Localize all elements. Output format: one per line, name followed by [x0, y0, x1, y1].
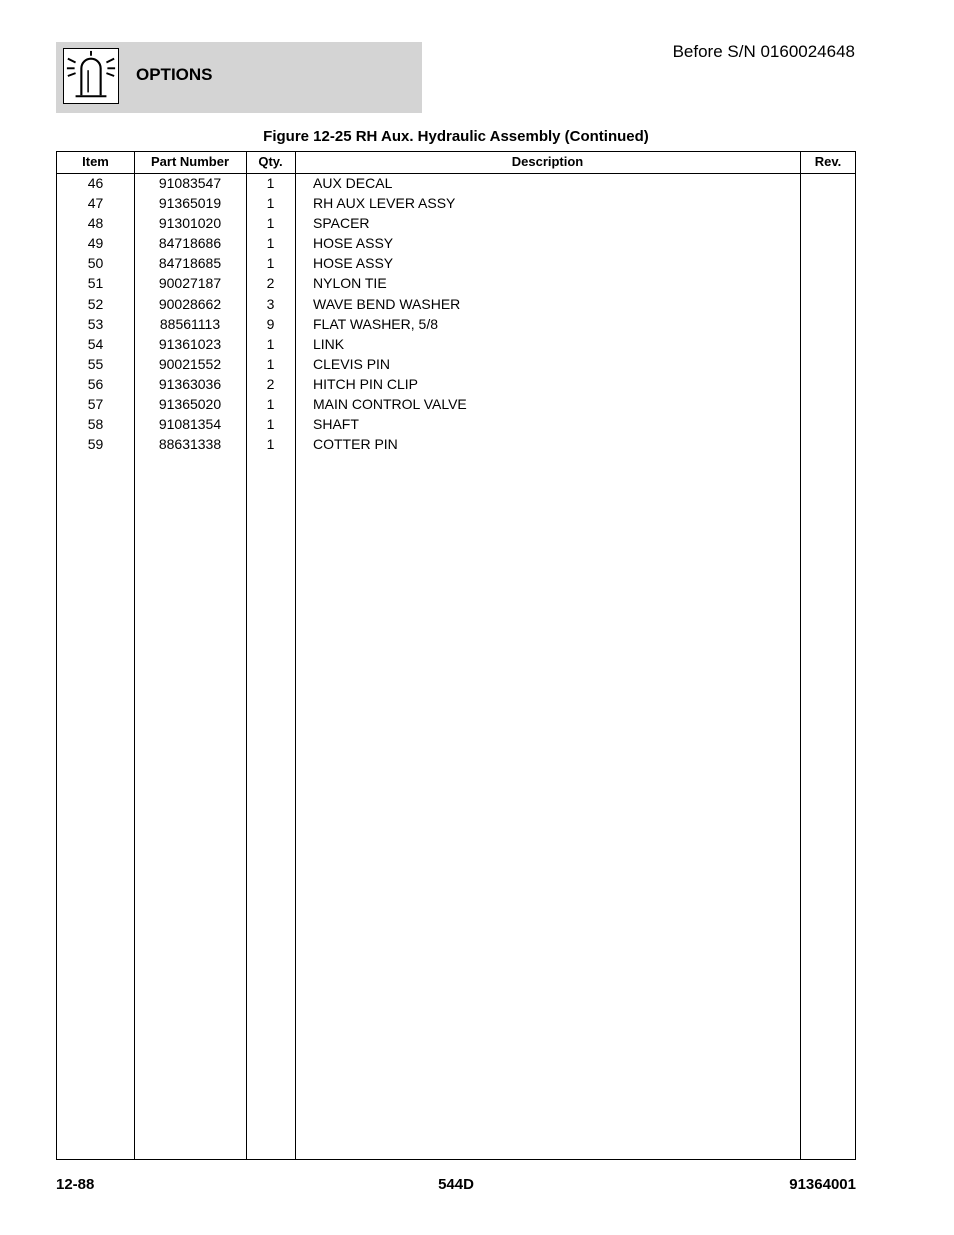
table-row [57, 434, 855, 454]
table-row [57, 253, 855, 273]
qty-cell: 1 [266, 436, 275, 453]
qty-cell: 1 [266, 175, 275, 191]
part-number-cell: 84718686 [158, 235, 222, 252]
table-row [57, 414, 855, 434]
serial-number-note: Before S/N 0160024648 [672, 42, 855, 61]
part-number-cell: 90027187 [158, 275, 222, 292]
qty-cell: 1 [266, 255, 275, 272]
description-cell: RH AUX LEVER ASSY [313, 195, 456, 212]
page-number: 12-88 [56, 1176, 95, 1193]
description-cell: WAVE BEND WASHER [313, 295, 461, 312]
part-number-cell: 84718685 [158, 255, 222, 272]
description-cell: CLEVIS PIN [313, 355, 391, 372]
item-cell: 55 [87, 355, 104, 372]
qty-cell: 1 [266, 335, 275, 352]
column-header-rev: Rev. [814, 154, 842, 169]
table-row [57, 273, 855, 293]
column-header-qty: Qty. [258, 154, 283, 169]
qty-cell: 2 [266, 275, 275, 292]
column-header-description: Description [511, 154, 584, 169]
item-cell: 54 [87, 335, 104, 352]
description-cell: MAIN CONTROL VALVE [313, 396, 467, 413]
table-row [57, 354, 855, 374]
part-number-cell: 91083547 [158, 175, 222, 191]
warning-beacon-icon [63, 48, 119, 104]
part-number-cell: 91361023 [158, 335, 222, 352]
item-cell: 49 [87, 235, 104, 252]
qty-cell: 1 [266, 235, 275, 252]
table-row [57, 334, 855, 354]
part-number-cell: 91365019 [158, 195, 222, 212]
table-row [57, 213, 855, 233]
item-cell: 46 [87, 175, 104, 191]
item-cell: 57 [87, 396, 104, 413]
item-cell: 47 [87, 195, 104, 212]
part-number-cell: 91301020 [158, 215, 222, 232]
qty-cell: 1 [266, 195, 275, 212]
item-cell: 59 [87, 436, 104, 453]
table-row [57, 294, 855, 314]
description-cell: FLAT WASHER, 5/8 [313, 315, 438, 332]
item-cell: 52 [87, 295, 104, 312]
parts-table [56, 151, 856, 1160]
figure-title: Figure 12-25 RH Aux. Hydraulic Assembly (Continued) [263, 128, 649, 145]
item-cell: 56 [87, 375, 104, 392]
item-cell: 51 [87, 275, 104, 292]
part-number-cell: 88561113 [159, 315, 221, 332]
table-row [57, 394, 855, 414]
part-number-cell: 90028662 [158, 295, 222, 312]
qty-cell: 3 [266, 295, 275, 312]
qty-cell: 9 [266, 315, 275, 332]
section-title: OPTIONS [136, 65, 213, 84]
qty-cell: 1 [266, 416, 275, 433]
part-number-cell: 91363036 [158, 375, 222, 392]
description-cell: HOSE ASSY [313, 235, 394, 252]
item-cell: 53 [87, 315, 104, 332]
description-cell: HOSE ASSY [313, 255, 394, 272]
item-cell: 58 [87, 416, 104, 433]
part-number-cell: 90021552 [158, 355, 222, 372]
table-row [57, 374, 855, 394]
table-row [57, 193, 855, 213]
manual-number: 91364001 [789, 1176, 856, 1193]
qty-cell: 2 [266, 375, 275, 392]
item-cell: 48 [87, 215, 104, 232]
item-cell: 50 [87, 255, 104, 272]
qty-cell: 1 [266, 396, 275, 413]
part-number-cell: 91365020 [158, 396, 222, 413]
column-header-item: Item [82, 154, 109, 169]
table-row [57, 314, 855, 334]
description-cell: AUX DECAL [313, 175, 393, 191]
qty-cell: 1 [266, 355, 275, 372]
description-cell: HITCH PIN CLIP [313, 375, 419, 392]
part-number-cell: 91081354 [158, 416, 222, 433]
column-header-part-number: Part Number [150, 154, 230, 169]
model-name: 544D [438, 1176, 474, 1193]
qty-cell: 1 [266, 215, 275, 232]
part-number-cell: 88631338 [158, 436, 222, 453]
table-row [57, 233, 855, 253]
description-cell: SHAFT [313, 416, 359, 433]
description-cell: LINK [313, 335, 345, 352]
table-body [57, 173, 855, 454]
description-cell: COTTER PIN [313, 436, 398, 453]
table-row [57, 173, 855, 193]
description-cell: NYLON TIE [313, 275, 387, 292]
description-cell: SPACER [313, 215, 370, 232]
